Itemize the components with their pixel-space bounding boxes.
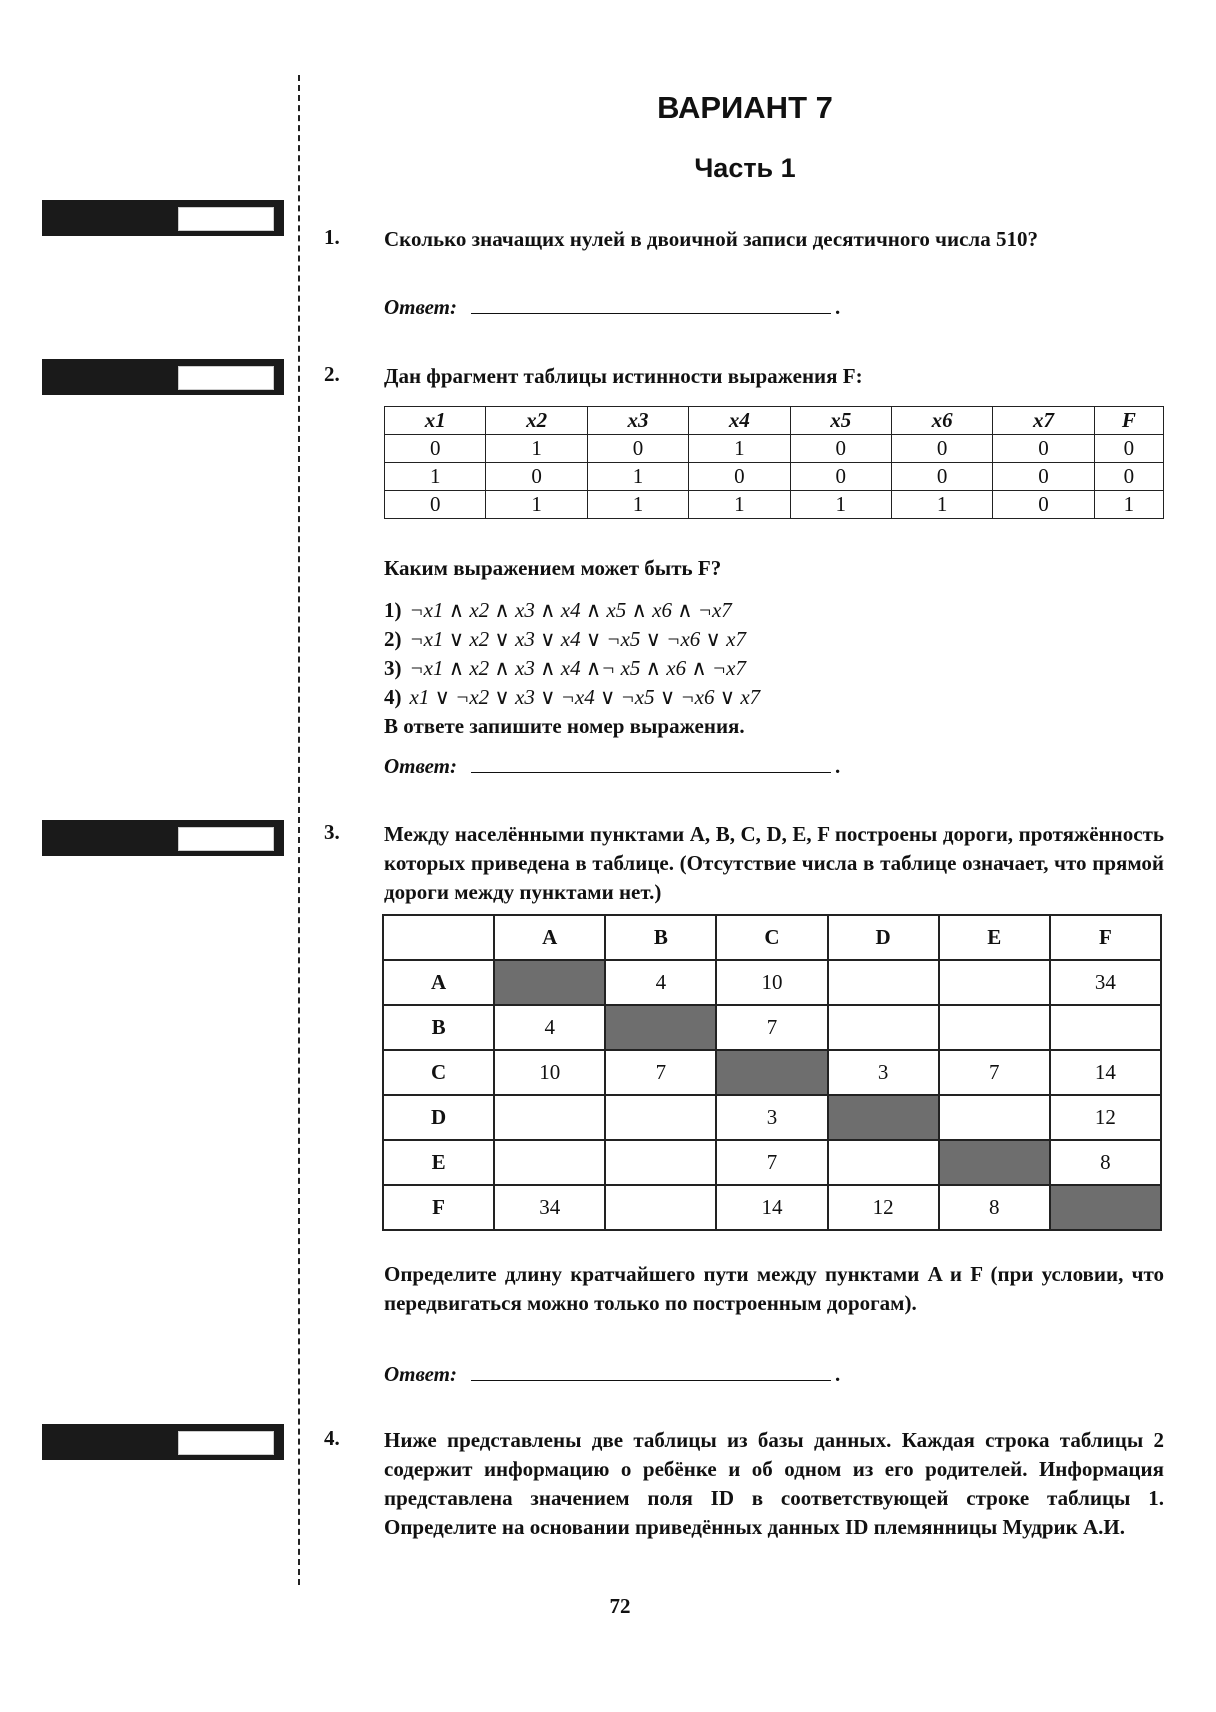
roads-cell [605,1095,716,1140]
q2-answer: Ответ: . [384,754,841,778]
tt-cell: 0 [993,435,1094,463]
roads-cell [939,1005,1050,1050]
table-row [383,1005,1161,1050]
tt-header-cell: x6 [891,407,992,435]
roads-cell [605,1140,716,1185]
answer-box-4 [178,1431,274,1455]
tt-cell: 1 [1094,491,1163,519]
option-number: 1) [384,598,402,622]
q2-options [384,596,760,712]
roads-header-cell: E [939,915,1050,960]
roads-cell: 7 [716,1140,827,1185]
roads-cell [828,1140,939,1185]
tt-cell: 1 [689,435,790,463]
roads-cell: 14 [716,1185,827,1230]
q2-text: Дан фрагмент таблицы истинности выражения F: [384,364,863,388]
q3-answer-label: Ответ: [384,1362,457,1386]
table-row [385,435,1164,463]
tt-cell: 1 [486,435,587,463]
option-expression: ¬x1 ∨ x2 ∨ x3 ∨ x4 ∨ ¬x5 ∨ ¬x6 ∨ x7 [409,627,746,651]
roads-cell: 4 [494,1005,605,1050]
tt-header-cell: x5 [790,407,891,435]
option-expression: ¬x1 ∧ x2 ∧ x3 ∧ x4 ∧ x5 ∧ x6 ∧ ¬x7 [409,598,732,622]
q4-text: Ниже представлены две таблицы из базы данных. Каждая строка таблицы 2 содержит информацию о ребёнке и об одном из его родителей. Информация представлена значением поля ID в соответствующей строке таблицы 1. Определите на основании приведённых данных ID племянницы Мудрик А.И. [384,1428,1164,1539]
roads-cell [1050,1005,1161,1050]
cut-line [298,75,300,1585]
q1-text: Сколько значащих нулей в двоичной записи десятичного числа 510? [384,227,1038,251]
q3-question: Определите длину кратчайшего пути между пунктами A и F (при условии, что передвигаться можно только по построенным дорогам). [384,1262,1164,1315]
option-number: 2) [384,627,402,651]
roads-cell: 10 [494,1050,605,1095]
answer-marker-1 [42,200,284,236]
q3-answer: Ответ: . [384,1362,841,1386]
q3-text: Между населёнными пунктами A, B, C, D, E, F построены дороги, протяжённость которых приведена в таблице. (Отсутствие числа в таблице означает, что прямой дороги между пунктами нет.) [384,822,1164,904]
roads-row-label: A [383,960,494,1005]
q1-answer-line[interactable] [471,295,831,314]
tt-cell: 0 [689,463,790,491]
q4-number: 4. [324,1426,340,1450]
roads-cell-diagonal [605,1005,716,1050]
q2-answer-line[interactable] [471,754,831,773]
tt-cell: 1 [385,463,486,491]
answer-box-2 [178,366,274,390]
tt-header-cell: x3 [587,407,688,435]
answer-marker-4 [42,1424,284,1460]
roads-header-cell: C [716,915,827,960]
table-row [383,1140,1161,1185]
roads-cell: 12 [1050,1095,1161,1140]
answer-marker-3 [42,820,284,856]
tt-cell: 1 [486,491,587,519]
roads-row-label: B [383,1005,494,1050]
roads-row-label: C [383,1050,494,1095]
roads-cell [605,1185,716,1230]
roads-cell: 12 [828,1185,939,1230]
roads-cell: 8 [1050,1140,1161,1185]
q3-number: 3. [324,820,340,844]
table-row [383,1185,1161,1230]
table-row [383,1095,1161,1140]
option-item [384,596,760,625]
tt-cell: 0 [486,463,587,491]
roads-header [383,915,1161,960]
answer-box-3 [178,827,274,851]
roads-cell [494,1095,605,1140]
table-row [383,960,1161,1005]
q2-instruction: В ответе запишите номер выражения. [384,714,745,738]
roads-row-label: D [383,1095,494,1140]
table-row [383,1050,1161,1095]
table-row [385,463,1164,491]
roads-cell: 3 [828,1050,939,1095]
tt-cell: 0 [587,435,688,463]
q2-answer-label: Ответ: [384,754,457,778]
roads-cell-diagonal [939,1140,1050,1185]
roads-header-cell [383,915,494,960]
roads-cell [494,1140,605,1185]
roads-cell-diagonal [494,960,605,1005]
option-number: 4) [384,685,402,709]
roads-row-label: F [383,1185,494,1230]
answer-marker-2 [42,359,284,395]
tt-header-cell: x1 [385,407,486,435]
roads-cell [828,1005,939,1050]
tt-header-cell: F [1094,407,1163,435]
roads-header-cell: D [828,915,939,960]
roads-cell: 7 [716,1005,827,1050]
tt-cell: 0 [993,463,1094,491]
variant-title: ВАРИАНТ 7 [657,90,833,125]
tt-cell: 0 [790,435,891,463]
answer-box-1 [178,207,274,231]
tt-header-cell: x7 [993,407,1094,435]
tt-cell: 0 [891,463,992,491]
roads-cell: 7 [939,1050,1050,1095]
roads-cell: 14 [1050,1050,1161,1095]
roads-cell: 8 [939,1185,1050,1230]
tt-cell: 1 [689,491,790,519]
page-number: 72 [609,1594,631,1618]
option-expression: ¬x1 ∧ x2 ∧ x3 ∧ x4 ∧¬ x5 ∧ x6 ∧ ¬x7 [409,656,746,680]
q1-number: 1. [324,225,340,249]
truth-table-header [385,407,1164,435]
option-expression: x1 ∨ ¬x2 ∨ x3 ∨ ¬x4 ∨ ¬x5 ∨ ¬x6 ∨ x7 [409,685,761,709]
tt-header-cell: x4 [689,407,790,435]
roads-cell: 7 [605,1050,716,1095]
tt-cell: 0 [1094,435,1163,463]
tt-header-cell: x2 [486,407,587,435]
option-number: 3) [384,656,402,680]
q3-answer-line[interactable] [471,1362,831,1381]
q1-answer-label: Ответ: [384,295,457,319]
roads-cell [939,1095,1050,1140]
roads-cell: 34 [1050,960,1161,1005]
roads-row-label: E [383,1140,494,1185]
tt-cell: 0 [790,463,891,491]
part-title: Часть 1 [694,153,796,183]
tt-cell: 1 [891,491,992,519]
tt-cell: 1 [587,463,688,491]
q2-question: Каким выражением может быть F? [384,556,722,580]
roads-cell: 3 [716,1095,827,1140]
tt-cell: 0 [385,435,486,463]
roads-cell: 34 [494,1185,605,1230]
tt-cell: 1 [587,491,688,519]
tt-cell: 0 [993,491,1094,519]
roads-cell-diagonal [828,1095,939,1140]
tt-cell: 1 [790,491,891,519]
tt-cell: 0 [1094,463,1163,491]
roads-table [382,914,1162,1231]
table-row [385,491,1164,519]
roads-cell [939,960,1050,1005]
roads-header-cell: B [605,915,716,960]
roads-cell [828,960,939,1005]
tt-cell: 0 [891,435,992,463]
q1-answer: Ответ: . [384,295,841,319]
q2-number: 2. [324,362,340,386]
truth-table [384,406,1164,519]
roads-cell: 10 [716,960,827,1005]
roads-cell: 4 [605,960,716,1005]
tt-cell: 0 [385,491,486,519]
roads-cell-diagonal [716,1050,827,1095]
option-item [384,625,760,654]
roads-header-cell: F [1050,915,1161,960]
roads-header-cell: A [494,915,605,960]
option-item [384,654,760,683]
option-item [384,683,760,712]
roads-cell-diagonal [1050,1185,1161,1230]
